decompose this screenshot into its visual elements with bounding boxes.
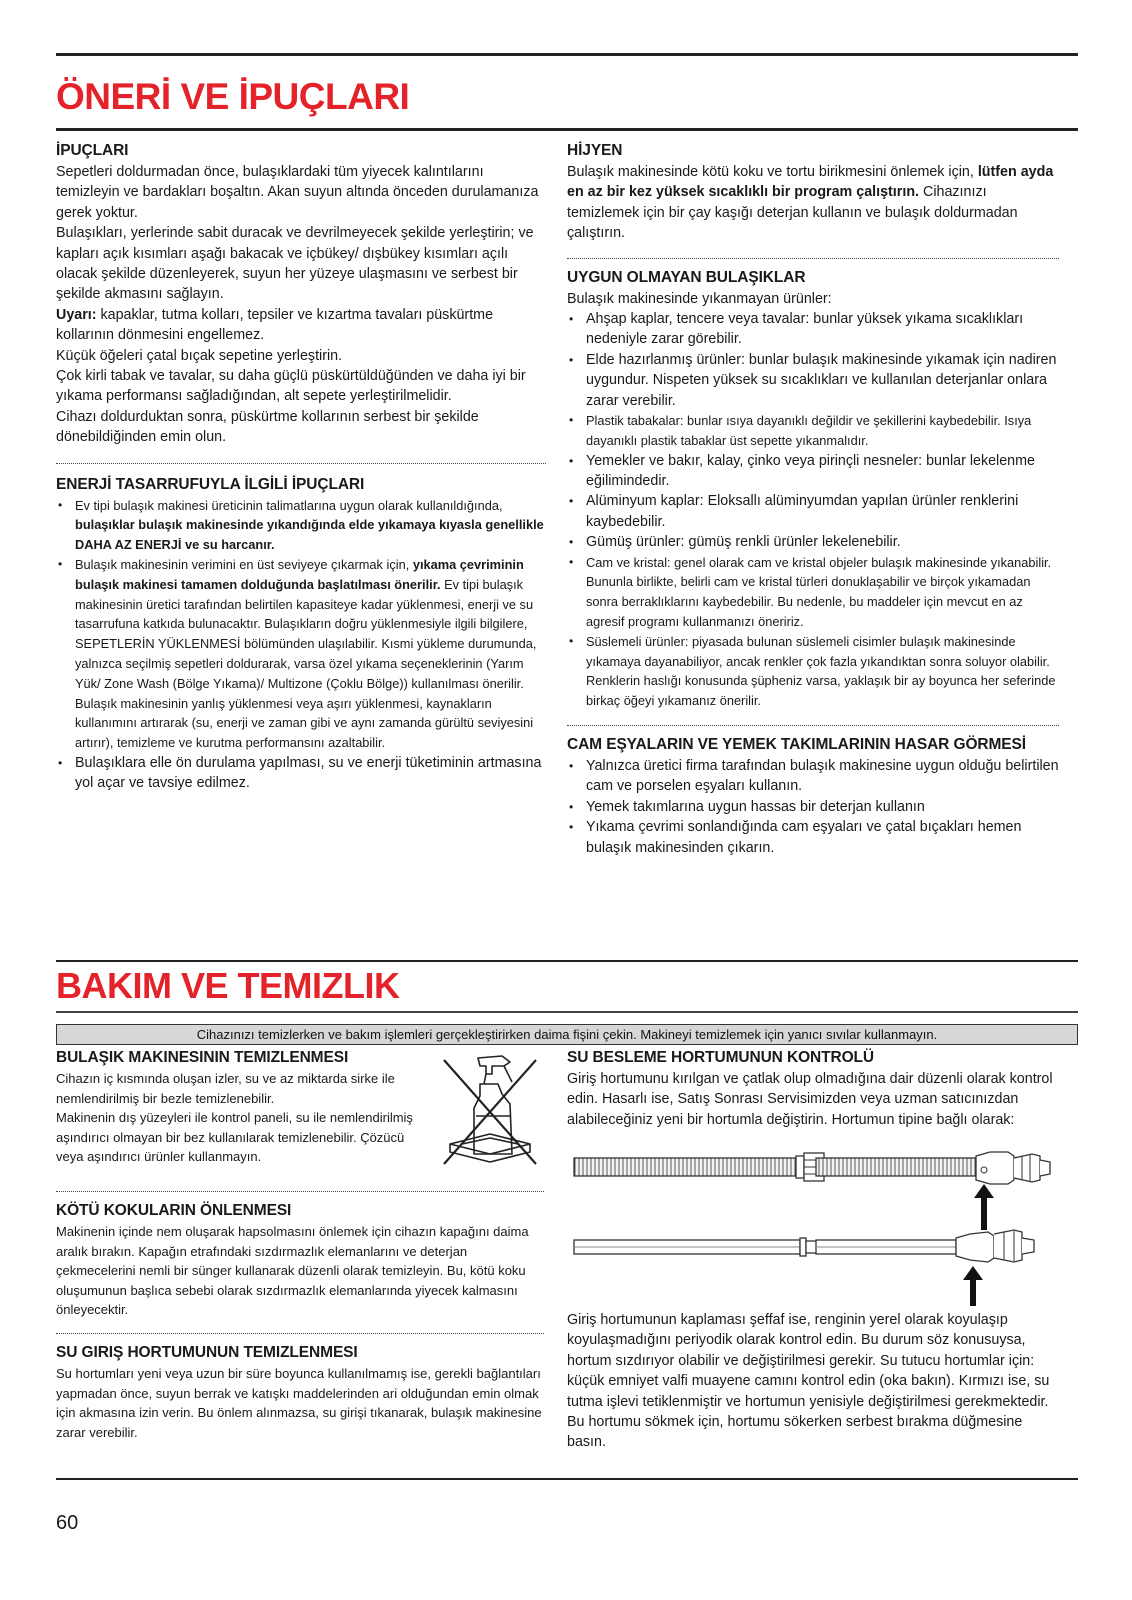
section-giris-hortumu bbox=[56, 1344, 544, 1442]
hose-text-column bbox=[567, 1310, 1059, 1453]
bold-text: lütfen ayda en az bir kez yüksek sıcaklıklı bir program çalıştırın. bbox=[567, 164, 1054, 201]
text: Bulaşık makinesinde kötü koku ve tortu birikmesini önlemek için, bbox=[567, 164, 978, 180]
smooth-hose-icon bbox=[574, 1238, 824, 1256]
list-item: • Cam ve kristal: genel olarak cam ve kristal objeler bulaşık makinesinde yıkanabilir. Bununla birlikte, belirli cam ve kristal türleri donuklaşabilir ve birçok yıkamadan sonra berraklıklarını kaybedebilir. Bu nedenle, bu maddeler için mevcut en az agresif programı kullanmanızı öneririz. bbox=[567, 553, 1059, 632]
section-enerji bbox=[56, 476, 546, 794]
title-underline bbox=[56, 1011, 1078, 1013]
item-text: Bulaşık makinesinin verimini en üst seviyeye çıkarmak için, bbox=[75, 557, 413, 573]
list-item: • Elde hazırlanmış ürünler: bunlar bulaşık makinesinde yıkamak için nadiren uygundur. Nispeten yüksek su sıcaklıkları ve kullanılan deterjanlar onlara zarar verebilir. bbox=[567, 350, 1059, 411]
list-item: • Yıkama çevrimi sonlandığında cam eşyaları ve çatal bıçakları hemen bulaşık makinesinden çıkarın. bbox=[567, 817, 1059, 858]
paragraph: Makinenin içinde nem oluşarak hapsolmasını önlemek için cihazın kapağını daima aralık bırakın. Kapağın etrafındaki sızdırmazlık elemanlarını ve deterjan çekmecelerini nemli bir sünger kullanarak düzenli olarak temizleyin. Bu, kötü koku oluşumunun başlıca sebebi olarak sızdırmazlık elemanlarında yiyecek kalmasını önleyecektir. bbox=[56, 1223, 529, 1318]
item-text: Ev tipi bulaşık makinesi üreticinin talimatlarına uygun olarak kullanıldığında, bbox=[75, 497, 503, 513]
tips-left-column bbox=[56, 142, 546, 794]
paragraph: Çok kirli tabak ve tavalar, su daha güçlü püskürtüldüğünden ve daha iyi bir yıkama performansı sağladığından, alt sepete yerleştirilmelidir. bbox=[56, 368, 526, 405]
tips-right-column bbox=[567, 142, 1059, 858]
warning-text: kapaklar, tutma kolları, tepsiler ve kızartma tavaları püskürtme kollarının dönmesini engellemez. bbox=[56, 306, 494, 344]
list-item: • Plastik tabakalar: bunlar ısıya dayanıklı değildir ve şekillerini kaybedebilir. Isıya dayanıklı plastik tabaklar üst sepette yıkanmalıdır. bbox=[567, 411, 1059, 451]
paragraph: Sepetleri doldurmadan önce, bulaşıklardaki tüm yiyecek kalıntılarını temizleyin ve bardakları boşaltın. Akan suyun altında önceden durulamanıza gerek yoktur. bbox=[56, 164, 539, 221]
dotted-separator bbox=[56, 463, 546, 464]
footer-rule bbox=[56, 1478, 1078, 1480]
warning-label: Uyarı: bbox=[56, 306, 97, 323]
care-right-column bbox=[567, 1049, 1059, 1130]
paragraph: Bulaşık makinesinde yıkanmayan ürünler: bbox=[567, 290, 832, 307]
text-block bbox=[56, 1069, 428, 1167]
section-rule bbox=[56, 960, 1078, 962]
list-item: • Ahşap kaplar, tencere veya tavalar: bunlar yüksek yıkama sıcaklıkları nedeniyle zarar görebilir. bbox=[567, 309, 1059, 350]
list-item: • Süslemeli ürünler: piyasada bulunan süslemeli cisimler bulaşık makinesinde yıkamaya dayanabiliyor, ancak renkler çok fazla yıkandıktan sonra soluyor olabilir. Renklerin haslığı konusunda şüpheniz varsa, yaklaşık bir ay boyunca her seferinde birkaç öğeyi yıkamanız önerilir. bbox=[567, 632, 1059, 711]
paragraph: Küçük öğeleri çatal bıçak sepetine yerleştirin. bbox=[56, 347, 343, 364]
list-item bbox=[56, 555, 546, 753]
corrugated-hose-icon bbox=[574, 1153, 824, 1181]
section-heading: SU BESLEME HORTUMUNUN KONTROLÜ bbox=[567, 1049, 874, 1066]
bullet-list bbox=[567, 309, 1059, 711]
bullet-list bbox=[567, 756, 1059, 858]
page-title-tips: ÖNERİ VE İPUÇLARI bbox=[56, 76, 410, 117]
section-heading: CAM EŞYALARIN VE YEMEK TAKIMLARININ HASAR GÖRMESİ bbox=[567, 736, 1026, 754]
list-item: • Alüminyum kaplar: Eloksallı alüminyumdan yapılan ürünler renklerini kaybedebilir. bbox=[567, 491, 1059, 532]
list-item: • Yemek takımlarına uygun hassas bir deterjan kullanın bbox=[567, 797, 1059, 817]
section-hijyen bbox=[567, 142, 1059, 244]
section-heading: İPUÇLARI bbox=[56, 142, 129, 159]
page-title-care: BAKIM VE TEMIZLIK bbox=[56, 965, 400, 1006]
list-item bbox=[56, 496, 546, 555]
page-number: 60 bbox=[56, 1512, 79, 1534]
top-rule bbox=[56, 53, 1078, 56]
section-heading: HİJYEN bbox=[567, 142, 623, 159]
paragraph: Giriş hortumunu kırılgan ve çatlak olup olmadığına dair düzenli olarak kontrol edin. Hasarlı ise, Satış Sonrası Servisimizden veya uzman satıcınızdan alabileceğiniz yeni bir hortumla değiştirin. Hortumun tipine bağlı olarak: bbox=[567, 1071, 1053, 1128]
no-solvent-spray-icon bbox=[440, 1052, 540, 1170]
bullet-list bbox=[56, 496, 546, 794]
item-text: Ev tipi bulaşık makinesinin üretici tarafından belirtilen kapasiteye kadar yüklenmesi, enerji ve su tasarrufuna katkıda bulunacaktır. Bulaşıkların doğru yüklenmesiyle ilgili bilgilere, SEPETLERİN YÜKLENMESİ bölümünden ulaşılabilir. Kısmi yükleme durumunda, yalnızca seçilmiş sepetleri doldurarak, varsa özel yıkama seçeneklerinin (Yarım Yük/ Zone Wash (Bölge Yıkama)/ Multizone (Çoklu Bölge)) kullanılması önerilir. Bulaşık makinesinin yanlış yüklenmesi veya aşırı yüklenmesi, kaynakların kullanımını artırarak (su, enerji ve zaman gibi ve aynı zamanda gürültü seviyesini artırır), temizleme ve kurutma performansını azaltabilir. bbox=[75, 576, 537, 751]
section-hortum-kontrol bbox=[567, 1049, 1059, 1130]
paragraph: Giriş hortumunun kaplaması şeffaf ise, renginin yerel olarak koyulaşıp koyulaşmadığını periyodik olarak kontrol edin. Bu durum söz konusuysa, hortum sızdırıyor olabilir ve değiştirilmesi gerekir. Su tutucu hortumlar için: küçük emniyet valfi muayene camını kontrol edin (oka bakın). Kırmızı ise, su tutma işlevi tetiklenmiştir ve hortumun yenisiyle değiştirilmesi gerekmektedir. Bu hortumu sökmek için, hortumu sökerken serbest bırakma düğmesine basın. bbox=[567, 1312, 1050, 1451]
section-ipuclari bbox=[56, 142, 546, 448]
list-item: • Yalnızca üretici firma tarafından bulaşık makinesine uygun olduğu belirtilen cam ve porselen eşyaları kullanın. bbox=[567, 756, 1059, 797]
paragraph: Su hortumları yeni veya uzun bir süre boyunca kullanılmamış ise, gerekli bağlantıları yapmadan önce, suyun berrak ve katışkı maddelerinden ari olduğundan emin olmak için akmasına izin verin. Bu önlem alınmazsa, su girişi tıkanarak, bulaşık makinesine zarar verebilir. bbox=[56, 1365, 542, 1440]
safety-warning-bar: Cihazınızı temizlerken ve bakım işlemleri gerçekleştirirken daima fişini çekin. Makineyi temizlemek için yanıcı sıvılar kullanmayın. bbox=[56, 1024, 1078, 1045]
dotted-separator bbox=[567, 258, 1059, 259]
arrow-up-icon bbox=[963, 1266, 983, 1306]
paragraph: Makinenin dış yüzeyleri ile kontrol paneli, su ile nemlendirilmiş aşındırıcı olmayan bir bez kullanılarak temizlenebilir. Çözücü veya aşındırıcı ürünler kullanmayın. bbox=[56, 1110, 413, 1165]
section-kokular bbox=[56, 1202, 544, 1320]
list-item: • Gümüş ürünler: gümüş renkli ürünler lekelenebilir. bbox=[567, 532, 1059, 552]
paragraph: Bulaşıkları, yerlerinde sabit duracak ve devrilmeyecek şekilde yerleştirin; ve kapları açık kısımları aşağı bakacak ve içbükey/ dışbükey kısımları açılı olacak şekilde düzenleyerek, suyun her yüzeye ulaşmasını ve serbest bir şekilde akmasını sağlayın. bbox=[56, 225, 534, 303]
section-heading: KÖTÜ KOKULARIN ÖNLENMESI bbox=[56, 1201, 292, 1219]
title-underline bbox=[56, 128, 1078, 131]
section-cam-esyalar bbox=[567, 736, 1059, 858]
section-uygun-olmayan bbox=[567, 269, 1059, 711]
text: Cihazınızı temizlemek için bir çay kaşığı deterjan kullanın ve bulaşık doldurmadan çalıştırın. bbox=[567, 184, 1018, 242]
paragraph bbox=[56, 305, 546, 346]
dotted-separator bbox=[567, 725, 1059, 726]
hose-illustrations bbox=[570, 1148, 1070, 1308]
arrow-up-icon bbox=[974, 1184, 994, 1230]
section-heading: ENERJİ TASARRUFUYLA İLGİLİ İPUÇLARI bbox=[56, 475, 365, 493]
list-item: • Bulaşıklara elle ön durulama yapılması, su ve enerji tüketiminin artmasına yol açar ve tavsiye edilmez. bbox=[56, 753, 546, 794]
dotted-separator bbox=[56, 1191, 544, 1192]
dotted-separator bbox=[56, 1333, 544, 1334]
smooth-valve-hose-icon bbox=[816, 1230, 1034, 1262]
paragraph bbox=[567, 162, 1059, 244]
item-bold-text: bulaşıklar bulaşık makinesinde yıkandığında elde yıkamaya kıyasla genellikle DAHA AZ ENERJİ ve su harcanır. bbox=[75, 517, 544, 553]
paragraph: Cihazı doldurduktan sonra, püskürtme kollarının serbest bir şekilde dönebildiğinden emin olun. bbox=[56, 408, 479, 446]
paragraph: Cihazın iç kısmında oluşan izler, su ve az miktarda sirke ile nemlendirilmiş bir bezle temizlenebilir. bbox=[56, 1071, 395, 1106]
section-heading: BULAŞIK MAKINESININ TEMIZLENMESI bbox=[56, 1049, 349, 1066]
section-heading: SU GIRIŞ HORTUMUNUN TEMIZLENMESI bbox=[56, 1343, 358, 1361]
item-bold-text: yıkama çevriminin bulaşık makinesi tamamen dolduğunda başlatılması önerilir. bbox=[75, 557, 524, 592]
safety-valve-hose-icon bbox=[816, 1152, 1050, 1184]
list-item: • Yemekler ve bakır, kalay, çinko veya pirinçli nesneler: bunlar lekelenme eğilimindedir. bbox=[567, 451, 1059, 492]
section-heading: UYGUN OLMAYAN BULAŞIKLAR bbox=[567, 268, 806, 286]
